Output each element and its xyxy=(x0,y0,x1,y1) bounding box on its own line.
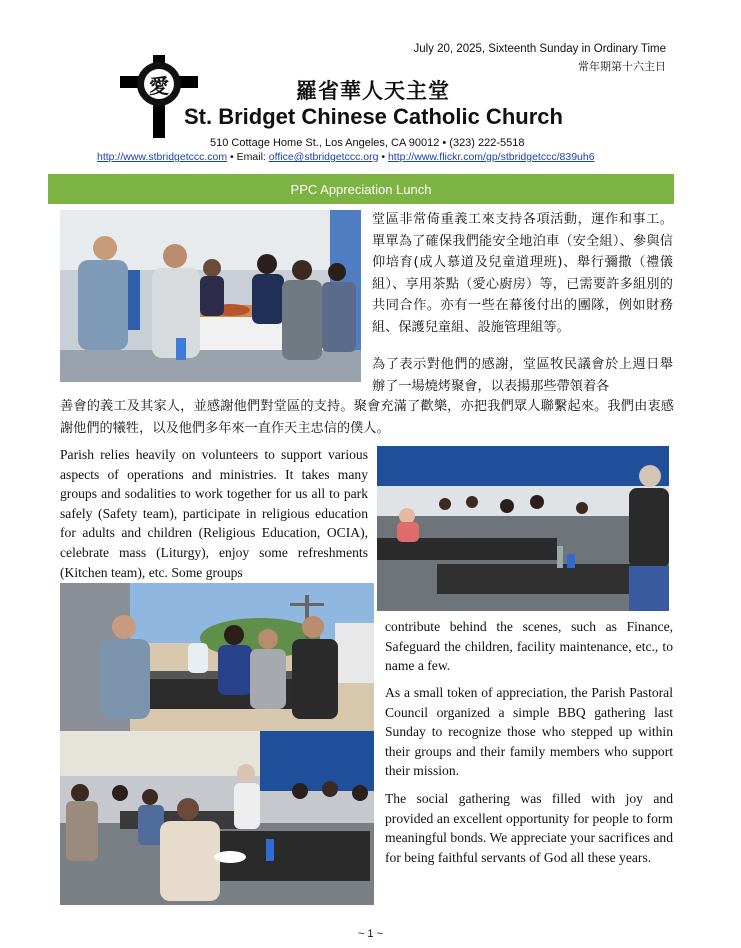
church-name-zh: 羅省華人天主堂 xyxy=(296,79,450,103)
photo-dining-hall xyxy=(60,731,374,905)
en-paragraph-2: As a small token of appreciation, the Parish Pastoral Council organized a simple BBQ gathering last Sunday to recognize those who stepped up within their groups and their family members who support their mission. xyxy=(385,685,673,779)
photo-gym-tables xyxy=(377,446,669,611)
contact-links: http://www.stbridgetccc.com • Email: office@stbridgetccc.org • http://www.flickr.com/gp/stbridgetccc/839uh6 xyxy=(97,151,595,163)
photo-buffet-line xyxy=(60,210,361,382)
en-paragraph-3: The social gathering was filled with joy and provided an excellent opportunity for people to form meaningful bonds. We appreciate your sacrifices and for being faithful servants of God all these years. xyxy=(385,791,673,865)
flickr-link[interactable]: http://www.flickr.com/gp/stbridgetccc/839uh6 xyxy=(387,151,595,163)
church-address: 510 Cottage Home St., Los Angeles, CA 90012 • (323) 222-5518 xyxy=(210,137,525,149)
photo-bbq-grill xyxy=(60,583,374,731)
en-paragraph-1: Parish relies heavily on volunteers to support various aspects of operations and ministries. It takes many groups and sodalities to work together for us all to park safely (Safety team), participate in religious education for adults and children (Religious Education, OCIA), celebrate mass (Liturgy), enjoy some refreshments (Kitchen team), etc. Some groups xyxy=(60,447,368,580)
church-name-en: St. Bridget Chinese Catholic Church xyxy=(184,104,563,129)
zh-paragraph-2-start: 為了表示對他們的感謝，堂區牧民議會於上週日舉辦了一場燒烤聚會，以表揚那些帶領着各 xyxy=(372,357,673,394)
article-title-banner: PPC Appreciation Lunch xyxy=(48,174,674,204)
bulletin-date-zh: 常年期第十六主日 xyxy=(578,60,666,73)
church-logo-icon: 愛 xyxy=(137,62,181,106)
zh-paragraph-1: 堂區非常倚重義工來支持各項活動，運作和事工。單單為了確保我們能安全地泊車（安全組）、參與信仰培育(成人慕道及兒童道理班)、舉行彌撒（禮儀組）、享用茶點（愛心廚房）等，已需要許多組別的共同合作。亦有一些在幕後付出的團隊，例如財務組、保護兒童組、設施管理組等。 xyxy=(372,212,673,335)
page-number: ~ 1 ~ xyxy=(357,928,384,940)
en-paragraph-1-continued: contribute behind the scenes, such as Finance, Safeguard the children, facility maintenance, etc., to name a few. xyxy=(385,619,673,674)
zh-paragraph-2-end: 善會的義工及其家人，並感謝他們對堂區的支持。聚會充滿了歡樂，亦把我們眾人聯繫起來。我們由衷感謝他們的犧牲，以及他們多年來一直作天主忠信的僕人。 xyxy=(60,399,674,436)
website-link[interactable]: http://www.stbridgetccc.com xyxy=(97,151,228,163)
email-link[interactable]: office@stbridgetccc.org xyxy=(268,151,379,163)
bulletin-date: July 20, 2025, Sixteenth Sunday in Ordinary Time xyxy=(413,43,666,55)
